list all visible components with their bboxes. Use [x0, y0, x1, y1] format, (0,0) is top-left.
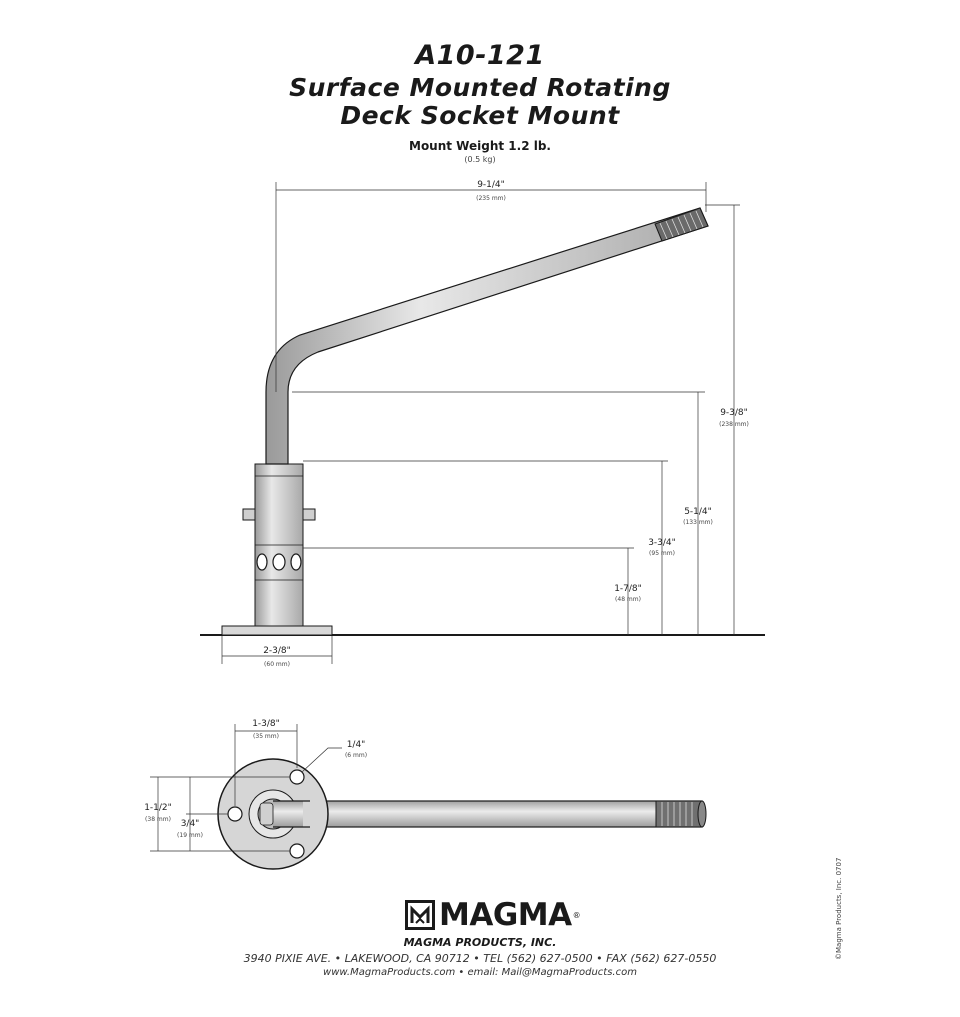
dim-height-socket-metric: (95 mm)	[649, 550, 675, 557]
mount-arm	[266, 208, 708, 464]
index-hole	[257, 554, 267, 570]
dim-inner-span	[186, 777, 228, 851]
top-view	[144, 719, 706, 869]
mount-weight-metric: (0.5 kg)	[464, 155, 496, 164]
mount-weight: Mount Weight 1.2 lb.	[409, 139, 551, 153]
top-arm	[270, 801, 702, 827]
lock-pin-right	[303, 509, 315, 520]
dim-hole-spacing-metric: (35 mm)	[253, 733, 279, 740]
dim-inner-span-metric: (19 mm)	[177, 832, 203, 839]
company-web: www.MagmaProducts.com • email: Mail@MagmaProducts.com	[323, 967, 637, 978]
dim-height-holes-label: 1-7/8"	[614, 584, 642, 594]
dim-width-label: 9-1/4"	[477, 180, 505, 190]
dim-hole-diameter-label: 1/4"	[346, 740, 366, 750]
dim-width-metric: (235 mm)	[476, 195, 506, 202]
dim-hole-diameter-metric: (6 mm)	[344, 752, 368, 759]
dim-height-total-label: 9-3/8"	[720, 408, 748, 418]
dim-base-width-label: 2-3/8"	[263, 646, 291, 656]
dim-outer-span-label: 1-1/2"	[144, 803, 172, 813]
dim-hole-spacing-label: 1-3/8"	[252, 719, 280, 729]
product-title-line-2: Deck Socket Mount	[340, 101, 620, 130]
dim-height-total	[705, 205, 740, 635]
brand-name: MAGMA	[439, 897, 572, 933]
dim-height-bend-metric: (133 mm)	[683, 519, 713, 526]
index-hole	[273, 554, 285, 570]
dim-height-total-metric: (238 mm)	[719, 421, 749, 428]
lock-pin-left	[243, 509, 255, 520]
mount-hole	[290, 844, 304, 858]
magma-logo-mark-icon	[405, 900, 435, 930]
top-knurled-tip	[656, 801, 702, 827]
dim-height-bend	[292, 392, 705, 635]
dim-height-bend-label: 5-1/4"	[684, 507, 712, 517]
dim-height-holes	[303, 548, 634, 635]
side-view	[200, 180, 765, 668]
index-hole	[291, 554, 301, 570]
company-name: MAGMA PRODUCTS, INC.	[403, 936, 557, 949]
copyright-note: ©Magma Products, Inc. 0707	[835, 857, 843, 960]
model-number: A10-121	[415, 40, 545, 71]
dim-inner-span-label: 3/4"	[180, 819, 200, 829]
mount-hole	[228, 807, 242, 821]
base-plate	[222, 626, 332, 635]
dim-hole-diameter-leader	[302, 748, 342, 772]
company-address: 3940 PIXIE AVE. • LAKEWOOD, CA 90712 • TEL (562) 627-0500 • FAX (562) 627-0550	[243, 952, 717, 965]
dim-outer-span-metric: (38 mm)	[145, 816, 171, 823]
magma-logo: MAGMA ®	[405, 895, 581, 935]
dim-height-socket-label: 3-3/4"	[648, 538, 676, 548]
product-title-line-1: Surface Mounted Rotating	[289, 73, 671, 102]
mount-hole	[290, 770, 304, 784]
dim-base-width-metric: (60 mm)	[264, 661, 290, 668]
dim-height-holes-metric: (48 mm)	[615, 596, 641, 603]
